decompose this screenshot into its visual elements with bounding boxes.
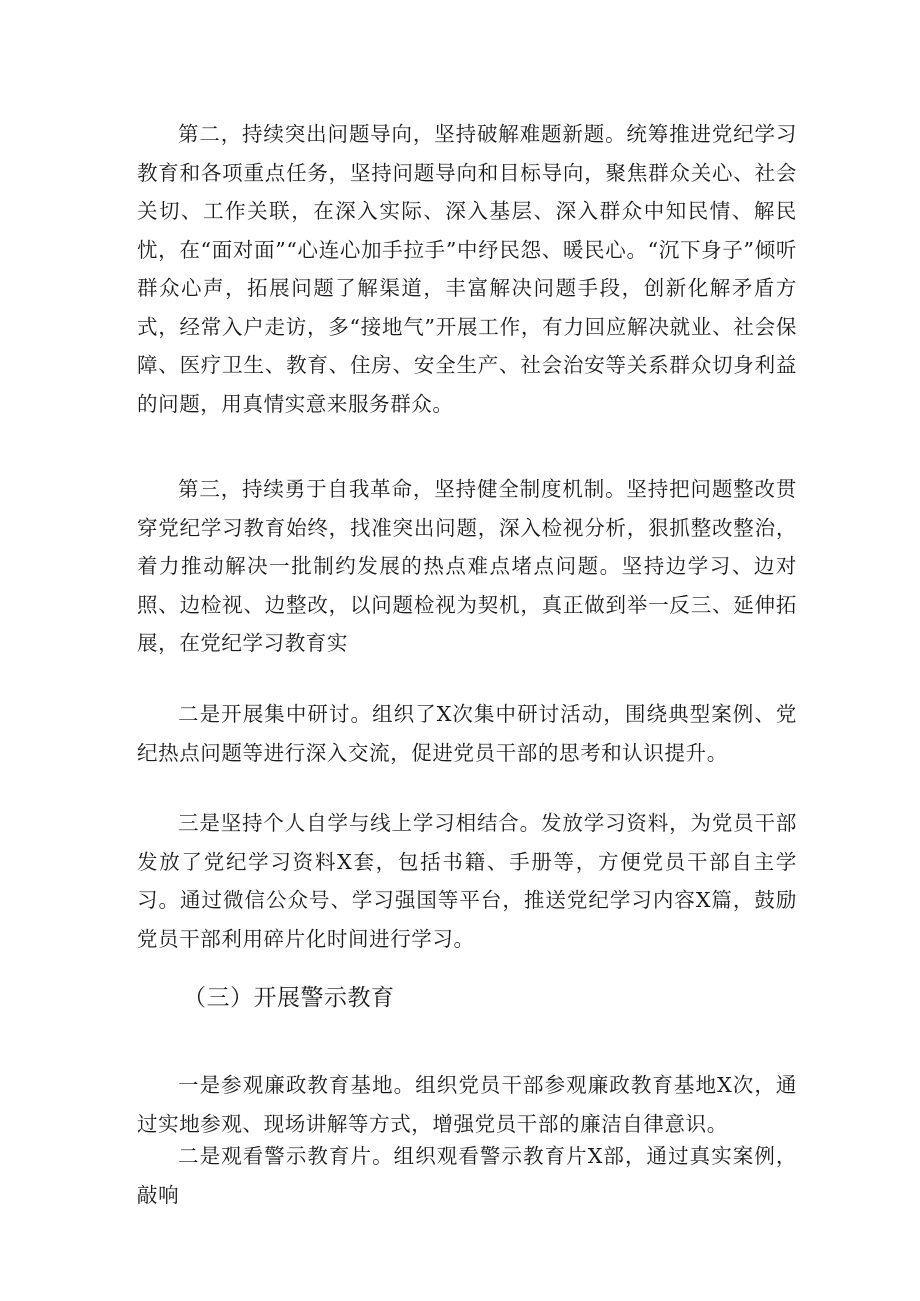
- paragraph-self-study: 三是坚持个人自学与线上学习相结合。发放学习资料，为党员干部发放了党纪学习资料X套，包括书籍、手册等，方便党员干部自主学习。通过微信公众号、学习强国等平台，推送党纪学习内容X篇，鼓励党员干部利用碎片化时间进行学习。: [137, 811, 797, 951]
- paragraph-centralized-discussion: 二是开展集中研讨。组织了X次集中研讨活动，围绕典型案例、党纪热点问题等进行深入交流，促进党员干部的思考和认识提升。: [137, 702, 797, 765]
- paragraph-watch-warning-film: 二是观看警示教育片。组织观看警示教育片X部，通过真实案例，敲响: [137, 1144, 797, 1207]
- paragraph-visit-education-base: 一是参观廉政教育基地。组织党员干部参观廉政教育基地X次，通过实地参观、现场讲解等方式，增强党员干部的廉洁自律意识。: [137, 1073, 797, 1136]
- section-heading-warning-education: （三）开展警示教育: [183, 985, 395, 1011]
- paragraph-third-point: 第三，持续勇于自我革命，坚持健全制度机制。坚持把问题整改贯穿党纪学习教育始终，找准突出问题，深入检视分析，狠抓整改整治，着力推动解决一批制约发展的热点难点堵点问题。坚持边学习、边对照、边检视、边整改，以问题检视为契机，真正做到举一反三、延伸拓展，在党纪学习教育实: [137, 477, 797, 655]
- paragraph-second-point: 第二，持续突出问题导向，坚持破解难题新题。统筹推进党纪学习教育和各项重点任务，坚持问题导向和目标导向，聚焦群众关心、社会关切、工作关联，在深入实际、深入基层、深入群众中知民情、解民忧，在“面对面”“心连心加手拉手”中纾民怨、暖民心。“沉下身子”倾听群众心声，拓展问题了解渠道，丰富解决问题手段，创新化解矛盾方式，经常入户走访，多“接地气”开展工作，有力回应解决就业、社会保障、医疗卫生、教育、住房、安全生产、社会治安等关系群众切身利益的问题，用真情实意来服务群众。: [137, 122, 797, 416]
